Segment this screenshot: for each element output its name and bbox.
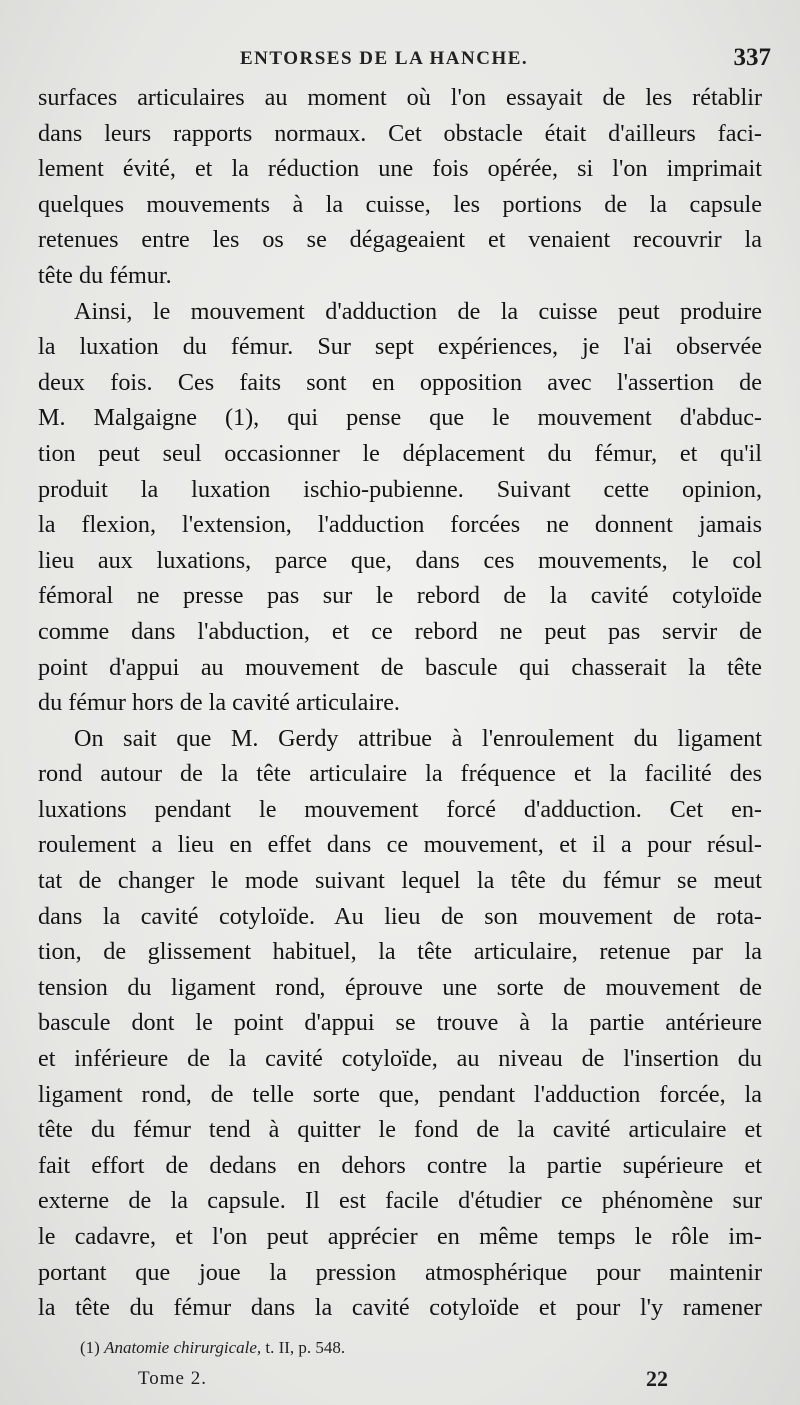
- text-line: surfaces articulaires au moment où l'on essayait de les rétablir: [38, 84, 762, 111]
- text-line: dans leurs rapports normaux. Cet obstacle était d'ailleurs faci-: [38, 119, 762, 147]
- text-line: fait effort de dedans en dehors contre la partie supérieure et: [38, 1151, 762, 1179]
- text-line: comme dans l'abduction, et ce rebord ne peut pas servir de: [38, 617, 762, 645]
- footnote: [80, 1338, 345, 1358]
- text-line: bascule dont le point d'appui se trouve à la partie antérieure: [38, 1009, 762, 1037]
- footnote-marker: (1): [80, 1338, 100, 1357]
- text-line: retenues entre les os se dégageaient et venaient recouvrir la: [38, 226, 762, 254]
- footnote-source: Anatomie chirurgicale,: [104, 1338, 262, 1357]
- text-line: dans la cavité cotyloïde. Au lieu de son mouvement de rota-: [38, 902, 762, 930]
- text-line: externe de la capsule. Il est facile d'étudier ce phénomène sur: [38, 1187, 762, 1215]
- text-line: la luxation du fémur. Sur sept expériences, je l'ai observée: [38, 333, 762, 361]
- signature-mark: 22: [646, 1366, 668, 1391]
- text-line: du fémur hors de la cavité articulaire.: [38, 689, 400, 717]
- text-line: rond autour de la tête articulaire la fréquence et la facilité des: [38, 760, 762, 788]
- page-number: 337: [733, 44, 771, 71]
- page-header: [40, 44, 775, 78]
- text-line: lement évité, et la réduction une fois opérée, si l'on imprimait: [38, 155, 762, 183]
- text-line: quelques mouvements à la cuisse, les portions de la capsule: [38, 190, 762, 218]
- text-line: M. Malgaigne (1), qui pense que le mouvement d'abduc-: [38, 404, 762, 432]
- text-line: tion, de glissement habituel, la tête articulaire, retenue par la: [38, 938, 762, 966]
- text-line: tension du ligament rond, éprouve une sorte de mouvement de: [38, 973, 762, 1001]
- text-line: tion peut seul occasionner le déplacement du fémur, et qu'il: [38, 439, 762, 467]
- text-line: produit la luxation ischio-pubienne. Suivant cette opinion,: [38, 475, 762, 503]
- text-line: le cadavre, et l'on peut apprécier en même temps le rôle im-: [38, 1223, 762, 1250]
- text-line: lieu aux luxations, parce que, dans ces mouvements, le col: [38, 546, 762, 574]
- paragraph: [38, 721, 762, 1326]
- body-text: [38, 80, 762, 1326]
- running-title: ENTORSES DE LA HANCHE.: [240, 48, 529, 69]
- text-line: deux fois. Ces faits sont en opposition avec l'assertion de: [38, 368, 762, 396]
- text-line: luxations pendant le mouvement forcé d'adduction. Cet en-: [38, 795, 762, 823]
- text-line: et inférieure de la cavité cotyloïde, au niveau de l'insertion du: [38, 1045, 762, 1073]
- footnote-reference: t. II, p. 548.: [265, 1338, 346, 1357]
- paragraph: [38, 294, 762, 721]
- text-line: portant que joue la pression atmosphérique pour maintenir: [38, 1258, 762, 1286]
- text-line: la flexion, l'extension, l'adduction forcées ne donnent jamais: [38, 511, 762, 539]
- text-line: la tête du fémur dans la cavité cotyloïde et pour l'y ramener: [38, 1294, 762, 1322]
- volume-signature: Tome 2.: [138, 1368, 207, 1389]
- text-line: point d'appui au mouvement de bascule qui chasserait la tête: [38, 653, 762, 681]
- text-line: Ainsi, le mouvement d'adduction de la cuisse peut produire: [74, 297, 762, 325]
- text-line: tête du fémur tend à quitter le fond de la cavité articulaire et: [38, 1116, 762, 1144]
- text-line: ligament rond, de telle sorte que, pendant l'adduction forcée, la: [38, 1080, 762, 1108]
- text-line: On sait que M. Gerdy attribue à l'enroulement du ligament: [74, 724, 762, 752]
- text-line: fémoral ne presse pas sur le rebord de la cavité cotyloïde: [38, 582, 762, 610]
- text-line: tête du fémur.: [38, 261, 172, 289]
- text-line: roulement a lieu en effet dans ce mouvement, et il a pour résul-: [38, 831, 762, 859]
- paragraph: [38, 80, 762, 294]
- text-line: tat de changer le mode suivant lequel la tête du fémur se meut: [38, 867, 762, 895]
